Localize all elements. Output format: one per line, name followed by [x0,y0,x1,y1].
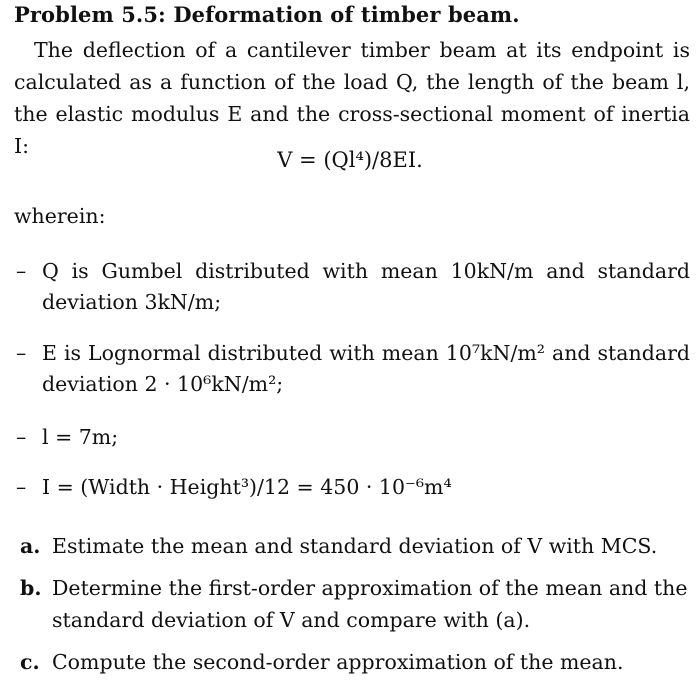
task-c [20,646,690,678]
task-b [20,572,690,636]
deflection-formula: V = (Ql⁴)/8EI. [277,148,423,172]
task-b-label: b. [20,576,42,600]
bullet-dash: – [16,425,27,449]
problem-title: Problem 5.5: Deformation of timber beam. [14,2,520,27]
problem-intro [14,34,690,162]
variable-i [14,472,690,503]
bullet-dash: – [16,341,27,365]
wherein-label: wherein: [14,204,106,228]
task-a [20,530,690,562]
bullet-dash: – [16,259,27,283]
bullet-dash: – [16,475,27,499]
variable-e [14,338,690,400]
variable-q-text: Q is Gumbel distributed with mean 10kN/m and standard deviation 3kN/m; [42,259,690,314]
task-a-label: a. [20,534,41,558]
variable-l-text: l = 7m; [42,425,119,449]
task-b-text: Determine the first-order approximation of the mean and the standard deviation of V and compare with (a). [52,576,688,632]
intro-text: The deflection of a cantilever timber beam at its endpoint is calculated as a function of the load Q, the length of the beam l, the elastic modulus E and the cross-sectional moment of inertia I: [14,38,690,158]
variable-e-text: E is Lognormal distributed with mean 10⁷kN/m² and standard deviation 2 · 10⁶kN/m²; [42,341,690,396]
task-a-text: Estimate the mean and standard deviation of V with MCS. [52,534,658,558]
task-c-label: c. [20,650,40,674]
task-c-text: Compute the second-order approximation of the mean. [52,650,624,674]
variable-i-text: I = (Width · Height³)/12 = 450 · 10⁻⁶m⁴ [42,475,452,499]
variable-l [14,422,690,453]
variable-q [14,256,690,318]
